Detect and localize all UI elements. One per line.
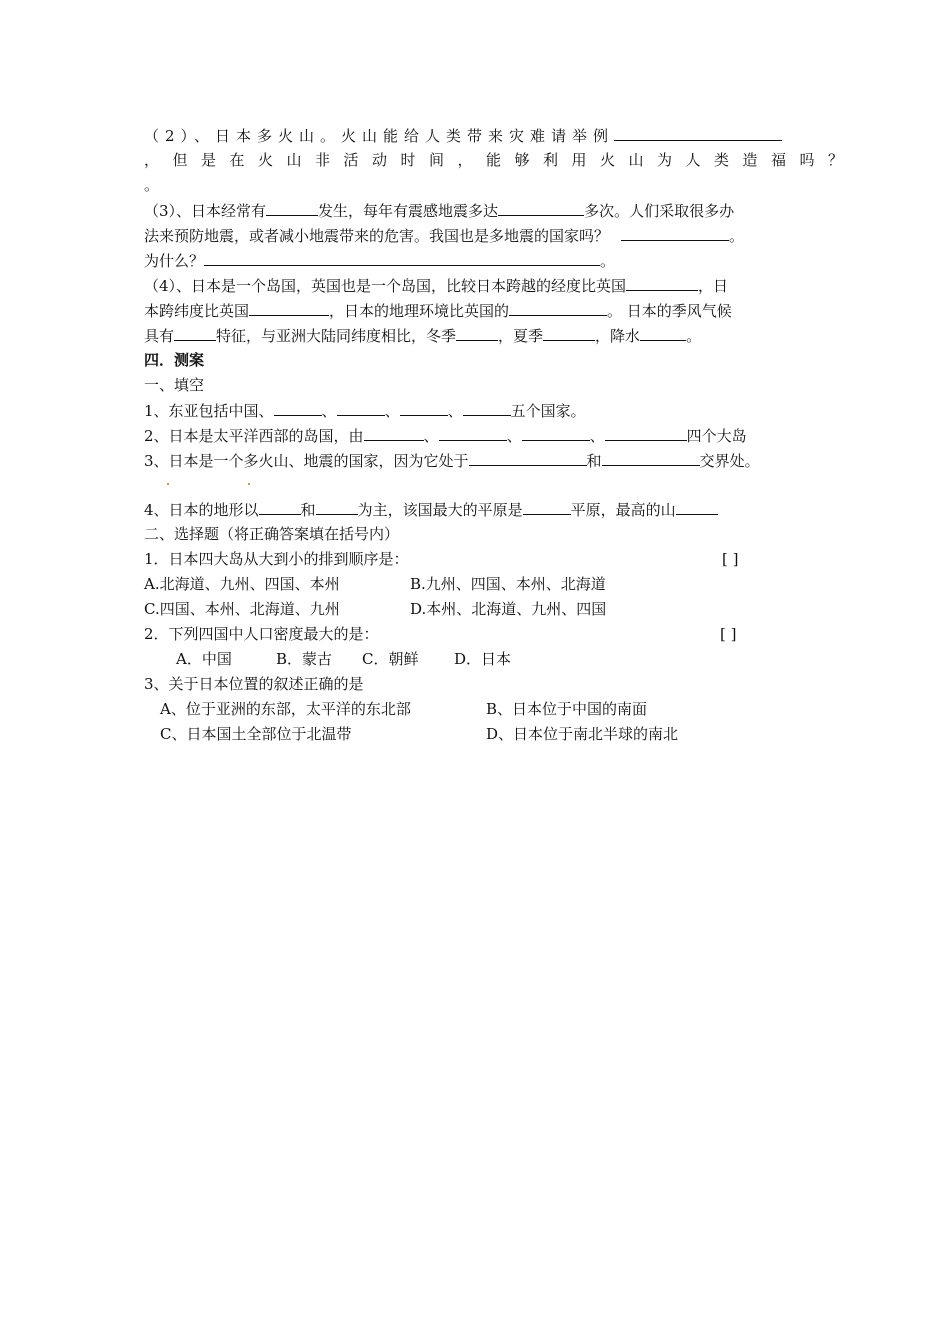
answer-blank [204, 249, 600, 266]
answer-blank [498, 199, 584, 216]
question-4-text-6: 具有 [144, 327, 175, 345]
question-4-line-2 [144, 299, 732, 321]
answer-bracket: [ ] [720, 625, 737, 643]
choice-3-option-a: A、位于亚洲的东部，太平洋的东北部 [160, 700, 411, 718]
choice-3-option-b: B、日本位于中国的南面 [486, 700, 648, 718]
choice-1-option-c: C.四国、本州、北海道、九州 [144, 600, 340, 618]
answer-blank [400, 399, 448, 416]
answer-blank [364, 424, 424, 441]
answer-bracket: [ ] [722, 550, 739, 568]
choice-heading: 二、选择题（将正确答案填在括号内） [144, 525, 400, 543]
fill-3-end: 交界处。 [699, 452, 760, 470]
separator: 、 [423, 427, 439, 445]
question-4-text: （4）、日本是一个岛国，英国也是一个岛国，比较日本跨越的经度比英国 [144, 277, 627, 295]
choice-3-option-c: C、日本国土全部位于北温带 [160, 725, 352, 743]
question-3-text: （3）、日本经常有 [144, 202, 267, 220]
question-2-text-2: ，但是在火山非活动时间，能够利用火山为人类造福吗？ [144, 151, 857, 169]
answer-blank [626, 274, 698, 291]
separator: 、 [321, 402, 337, 420]
fill-2-end: 四个大岛 [686, 427, 747, 445]
question-4-text-3: 本跨纬度比英国 [144, 302, 250, 320]
question-3-line-2 [144, 224, 744, 246]
section-heading-test: 四．测案 [144, 351, 205, 369]
fill-4-text-3: 平原，最高的山 [570, 501, 676, 519]
question-4-text-8: ，夏季 [498, 327, 544, 345]
choice-2-option-a: A．中国 [176, 650, 232, 668]
answer-blank [316, 498, 358, 515]
choice-3-option-d: D、日本位于南北半球的南北 [486, 725, 679, 743]
choice-question-1: 1．日本四大岛从大到小的排到顺序是： [144, 550, 409, 568]
separator: 、 [384, 402, 400, 420]
answer-blank [439, 424, 507, 441]
question-4-text-7: 特征，与亚洲大陆同纬度相比，冬季 [216, 327, 457, 345]
fill-4-text-2: 为主，该国最大的平原是 [357, 501, 523, 519]
choice-question-2: 2．下列四国中人口密度最大的是： [144, 625, 379, 643]
choice-question-3: 3、关于日本位置的叙述正确的是 [144, 675, 364, 693]
choice-1-option-d: D.本州、北海道、九州、四国 [410, 600, 607, 618]
question-2-end: 。 [144, 176, 160, 194]
question-3-why: 为什么？ [144, 252, 205, 270]
question-4-text-9: ，降水 [595, 327, 641, 345]
answer-blank [621, 224, 729, 241]
fill-4-text: 4、日本的地形以 [144, 501, 259, 519]
question-2-text: （2）、日本多火山。火山能给人类带来灾难请举例 [144, 127, 615, 145]
separator: 、 [589, 427, 605, 445]
choice-2-option-b: B．蒙古 [276, 650, 333, 668]
question-4-text-4: ，日本的地理环境比英国的 [329, 302, 510, 320]
choice-2-option-c: C．朝鲜 [362, 650, 419, 668]
fill-3-and: 和 [586, 452, 602, 470]
separator: 、 [447, 402, 463, 420]
fill-4-and: 和 [300, 501, 316, 519]
stray-mark [167, 483, 169, 485]
fill-question-3 [144, 449, 760, 471]
fill-heading: 一、填空 [144, 376, 205, 394]
fill-3-text: 3、日本是一个多火山、地震的国家，因为它处于 [144, 452, 469, 470]
answer-blank [605, 424, 687, 441]
answer-blank [274, 399, 322, 416]
answer-blank [463, 399, 511, 416]
fill-question-4 [144, 498, 718, 520]
answer-blank [337, 399, 385, 416]
answer-blank [456, 324, 498, 341]
answer-blank [249, 299, 329, 316]
question-2-line-2 [144, 149, 857, 171]
question-4-line-3 [144, 324, 701, 346]
answer-blank [614, 124, 782, 141]
question-3-end: 。 [729, 227, 745, 245]
choice-2-option-d: D．日本 [454, 650, 512, 668]
answer-blank [602, 449, 700, 466]
fill-1-end: 五个国家。 [510, 402, 586, 420]
answer-blank [469, 449, 587, 466]
question-4-text-5: 。 日本的季风气候 [607, 302, 732, 320]
question-3-end-2: 。 [600, 252, 616, 270]
question-3-text-3: 多次。人们采取很多办 [584, 202, 735, 220]
question-4-text-2: ，日 [698, 277, 729, 295]
separator: 、 [506, 427, 522, 445]
answer-blank [523, 498, 571, 515]
question-2-line-1 [144, 124, 782, 146]
question-2-line-3 [144, 174, 159, 196]
answer-blank [676, 498, 718, 515]
answer-blank [259, 498, 301, 515]
fill-1-text: 1、东亚包括中国、 [144, 402, 274, 420]
answer-blank [640, 324, 686, 341]
answer-blank [543, 324, 595, 341]
fill-question-2 [144, 424, 747, 446]
question-3-text-4: 法来预防地震，或者减小地震带来的危害。我国也是多地震的国家吗？ [144, 227, 610, 245]
choice-1-option-a: A.北海道、九州、四国、本州 [144, 575, 340, 593]
question-3-line-1 [144, 199, 734, 221]
answer-blank [509, 299, 607, 316]
fill-2-text: 2、日本是太平洋西部的岛国，由 [144, 427, 364, 445]
question-3-line-3 [144, 249, 615, 271]
question-3-text-2: 发生，每年有震感地震多达 [318, 202, 499, 220]
answer-blank [266, 199, 318, 216]
answer-blank [522, 424, 590, 441]
choice-1-option-b: B.九州、四国、本州、北海道 [410, 575, 606, 593]
question-4-end: 。 [686, 327, 702, 345]
fill-question-1 [144, 399, 586, 421]
stray-mark [248, 483, 250, 485]
answer-blank [174, 324, 216, 341]
question-4-line-1 [144, 274, 728, 296]
